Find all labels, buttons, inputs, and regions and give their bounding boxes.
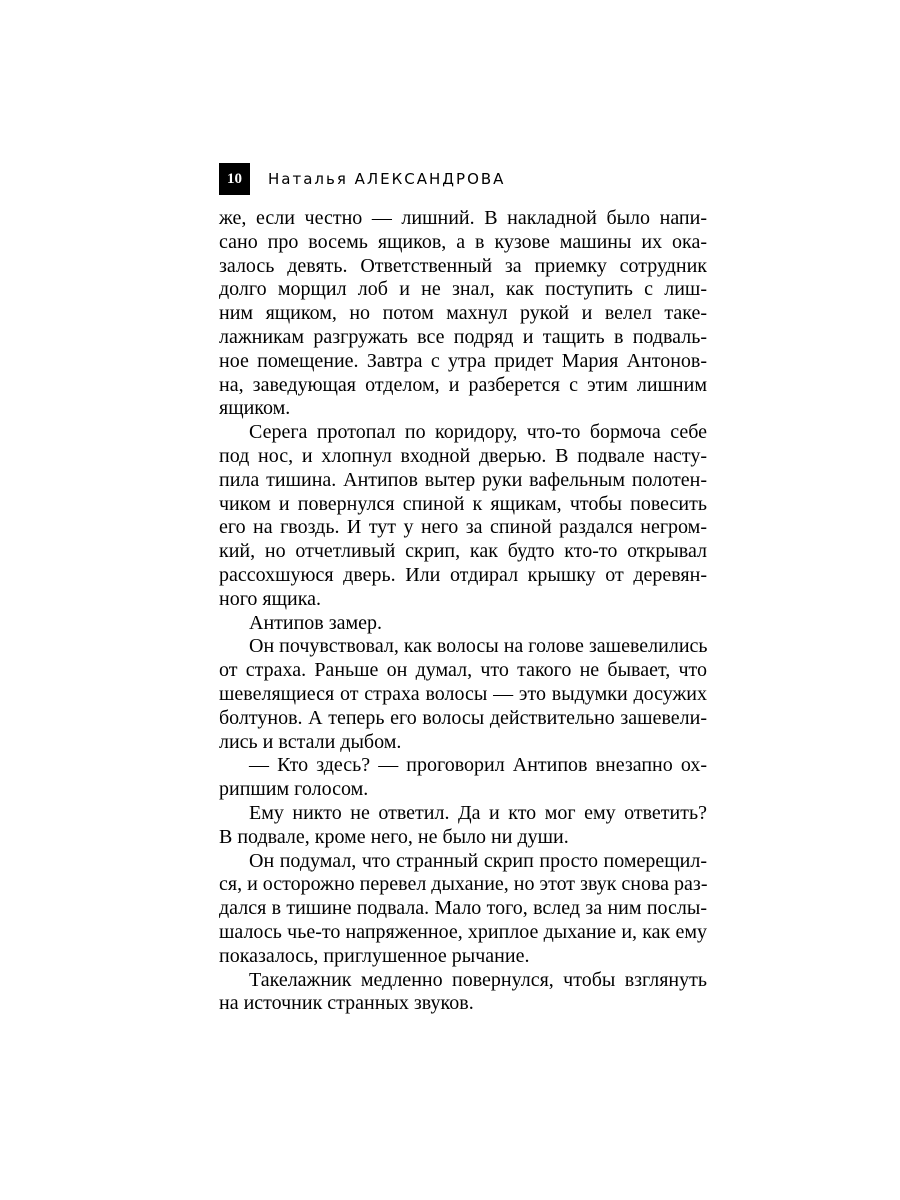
text-line: рассохшуюся дверь. Или отдирал крышку от деревян- xyxy=(219,563,707,586)
text-line: ного ящика. xyxy=(219,587,322,610)
paragraph xyxy=(219,612,707,636)
text-line: Ему никто не ответил. Да и кто мог ему ответить? xyxy=(249,801,707,824)
paragraph xyxy=(219,635,707,754)
text-line: ся, и осторожно перевел дыхание, но этот звук снова раз- xyxy=(219,873,708,896)
text-line: ящиком. xyxy=(219,397,291,420)
text-line: залось девять. Ответственный за приемку сотрудник xyxy=(219,254,707,277)
text-line: В подвале, кроме него, не было ни души. xyxy=(219,825,569,848)
paragraph xyxy=(219,969,707,1017)
text-line: долго морщил лоб и не знал, как поступить с лиш- xyxy=(219,278,707,301)
text-line: шалось чье-то напряженное, хриплое дыхание и, как ему xyxy=(219,920,707,943)
running-title: Наталья АЛЕКСАНДРОВА xyxy=(268,170,506,188)
text-line: на источник странных звуков. xyxy=(219,992,474,1015)
text-line: — Кто здесь? — проговорил Антипов внезапно ох- xyxy=(249,754,707,777)
paragraph xyxy=(219,421,707,611)
paragraph xyxy=(219,754,707,802)
text-line: на, заведующая отделом, и разберется с этим лишним xyxy=(219,373,707,396)
text-line: рипшим голосом. xyxy=(219,778,369,801)
paragraph xyxy=(219,850,707,969)
text-line: же, если честно — лишний. В накладной было напи- xyxy=(219,207,707,229)
text-line: ним ящиком, но потом махнул рукой и велел таке- xyxy=(219,302,707,325)
text-line: Он почувствовал, как волосы на голове зашевелились xyxy=(249,635,708,658)
text-line: болтунов. А теперь его волосы действительно зашевели- xyxy=(219,706,707,729)
text-line: кий, но отчетливый скрип, как будто кто-то открывал xyxy=(219,540,707,563)
paragraph xyxy=(219,802,707,850)
text-line: лись и встали дыбом. xyxy=(219,730,402,753)
page-number: 10 xyxy=(219,163,250,195)
body-text xyxy=(219,207,707,1016)
text-line: лажникам разгружать все подряд и тащить в подваль- xyxy=(219,325,707,348)
text-line: шевелящиеся от страха волосы — это выдумки досужих xyxy=(219,682,707,705)
text-line: Серега протопал по коридору, что-то бормоча себе xyxy=(249,421,707,444)
text-line: Антипов замер. xyxy=(249,611,383,634)
text-line: под нос, и хлопнул входной дверью. В подвале насту- xyxy=(219,444,707,467)
text-line: его на гвоздь. И тут у него за спиной раздался негром- xyxy=(219,516,707,539)
text-line: дался в тишине подвала. Мало того, вслед за ним послы- xyxy=(219,897,707,920)
text-line: пила тишина. Антипов вытер руки вафельным полотен- xyxy=(219,468,707,491)
text-line: ное помещение. Завтра с утра придет Мария Антонов- xyxy=(219,349,707,372)
text-line: чиком и повернулся спиной к ящикам, чтобы повесить xyxy=(219,492,707,515)
text-line: Он подумал, что странный скрип просто померещил- xyxy=(249,849,707,872)
text-line: показалось, приглушенное рычание. xyxy=(219,944,530,967)
text-line: от страха. Раньше он думал, что такого не бывает, что xyxy=(219,659,707,682)
text-line: Такелажник медленно повернулся, чтобы взглянуть xyxy=(249,968,707,991)
running-header xyxy=(219,163,505,195)
paragraph xyxy=(219,207,707,421)
text-line: сано про восемь ящиков, а в кузове машины их ока- xyxy=(219,230,707,253)
